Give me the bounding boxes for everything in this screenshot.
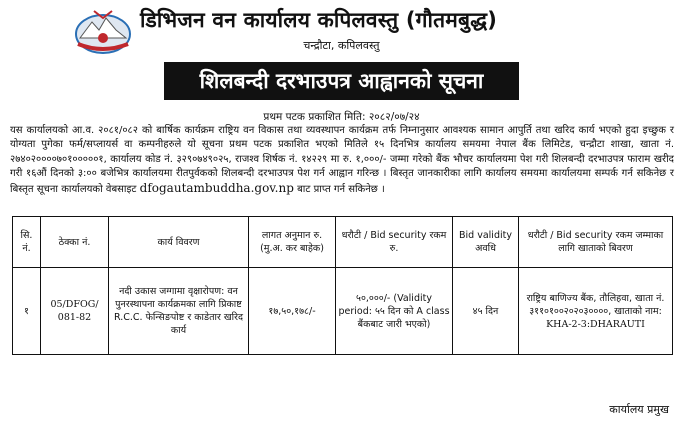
account-number: ३११०१००२०२०३००००, खाताको नाम: <box>529 305 662 317</box>
notice-body <box>10 124 674 197</box>
table-header-row <box>13 217 673 268</box>
header-bid-security: धरौटी / Bid security रकम रु. <box>336 217 453 268</box>
header-sn: सि. नं. <box>13 217 41 268</box>
header-work-description: कार्य विवरण <box>109 217 249 268</box>
cell-bid-validity: ४५ दिन <box>453 268 519 355</box>
notice-paragraph: यस कार्यालयको आ.व. २०८१/०८२ को बार्षिक कार्यक्रम राष्ट्रिय वन विकास तथा व्यवस्थापन कार्यक्रम तर्फ निम्नानुसार आवश्यक सामान आपुर्ति तथा खरिद कार्य भएको हुदा इच्छुक र योग्यता पुगेका फर्म/सप्लायर्स वा कम्पनीहरुले यो सूचना प्रथम पटक प्रकाशित भएको मितिले १५ दिनभित्र कार्यालय समयमा नेपाल बैंक लिमिटेड, चन्द्रौटा शाखा, खाता नं. २७४०२००००७०१०००००१, कार्यालय कोड नं. ३२९०७४९०२५, राजश्व शिर्षक नं. १४२२९ मा रु. १,०००/- जम्मा गरेको बैंक भौचर कार्यालयमा पेश गरी शिलबन्दी दरभाउपत्र फाराम खरीद गरी १६औं दिनको ३:०० बजेभित्र कार्यालयमा रीतपुर्वकको शिलबन्दी दरभाउपत्र पेश गर्न आह्वान गरिन्छ । बिस्तृत जानकारीका लागि कार्यालय समयमा कार्यालयमा सम्पर्क गर्न सकिनेछ र बिस्तृत सूचना कार्यालयको वेबसाइट <box>10 125 674 196</box>
header-cost-estimate: लागत अनुमान रु. (मु.अ. कर बाहेक) <box>249 217 336 268</box>
office-address: चन्द्रौटा, कपिलवस्तु <box>303 39 380 52</box>
website-link[interactable]: dfogautambuddha.gov.np <box>139 181 294 196</box>
office-name: डिभिजन वन कार्यालय कपिलवस्तु (गौतमबुद्ध) <box>140 8 497 32</box>
table-row <box>13 268 673 355</box>
account-bank: राष्ट्रिय बाणिज्य बैंक, तौलिहवा, खाता नं. <box>526 292 665 304</box>
cell-account-details <box>519 268 673 355</box>
notice-paragraph-end: बाट प्राप्त गर्न सकिनेछ । <box>297 184 385 196</box>
cell-sn: १ <box>13 268 41 355</box>
header-bid-validity: Bid validity अवधि <box>453 217 519 268</box>
cell-work-description: नदी उकास जग्गामा वृक्षारोपण: वन पुनरस्थापना कार्यक्रमका लागि प्रिकाष्ट R.C.C. फेन्सिङपोष्ट र काडेतार खरिद कार्य <box>109 268 249 355</box>
office-chief-signature: कार्यालय प्रमुख <box>609 403 669 416</box>
notice-title-banner: शिलबन्दी दरभाउपत्र आह्वानको सूचना <box>164 62 519 100</box>
cell-bid-security: ५०,०००/- (Validity period: ५५ दिन को A class बैंकबाट जारी भएको) <box>336 268 453 355</box>
bid-table <box>12 216 673 355</box>
header-contract-no: ठेक्का नं. <box>41 217 109 268</box>
publish-date: प्रथम पटक प्रकाशित मिति: २०८२/०७/२४ <box>263 111 420 123</box>
header-account-details: धरौटी / Bid security रकम जम्माका लागि खाताको बिवरण <box>519 217 673 268</box>
cell-contract-no: 05/DFOG/ 081-82 <box>41 268 109 355</box>
cell-cost-estimate: १७,५०,१७८/- <box>249 268 336 355</box>
account-name: KHA-2-3:DHARAUTI <box>546 318 645 330</box>
